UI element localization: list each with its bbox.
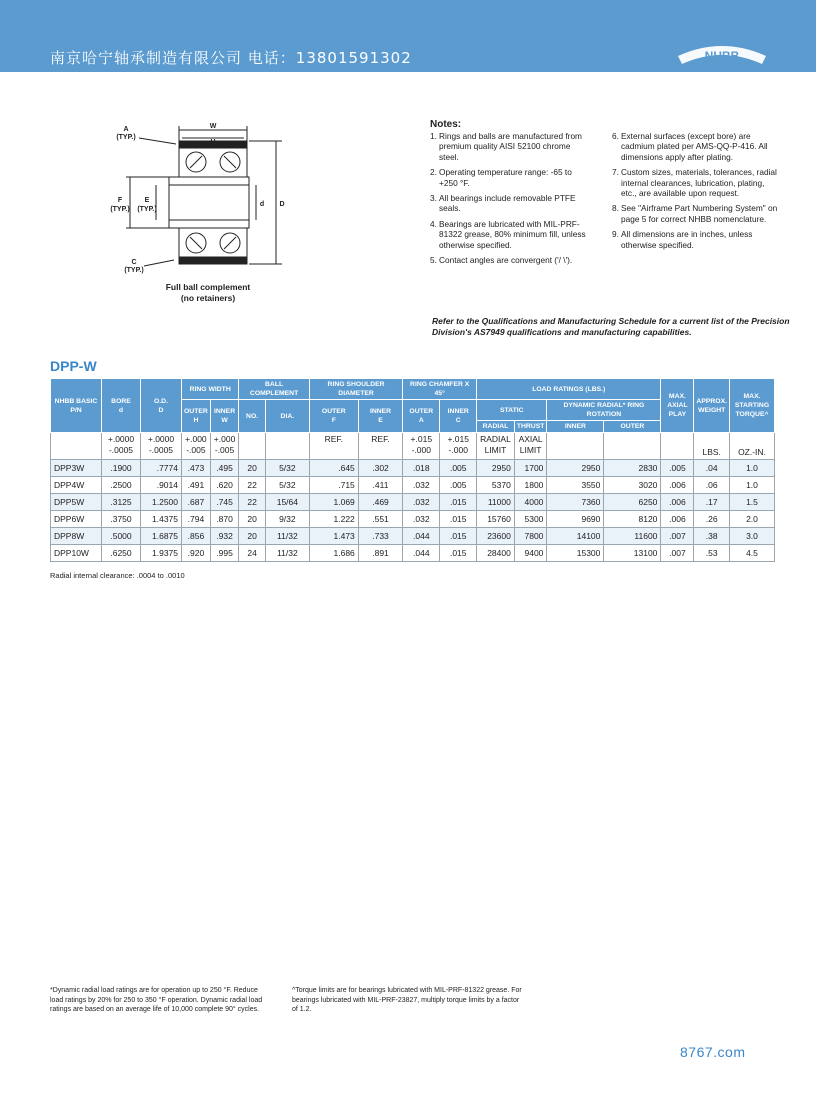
table-cell: .018: [403, 460, 440, 477]
table-cell: 1800: [514, 477, 547, 494]
table-cell: 1.9375: [141, 545, 182, 562]
qualifications-reference: Refer to the Qualifications and Manufacturing Schedule for a current list of the Precision Division's AS7949 qualifications and manufacturing capabilities.: [432, 316, 790, 337]
table-cell: .870: [210, 511, 239, 528]
note-item: 3. All bearings include removable PTFE seals.: [430, 193, 576, 214]
section-title: DPP-W: [50, 358, 97, 374]
table-cell: .645: [309, 460, 358, 477]
table-cell: .715: [309, 477, 358, 494]
tol-weight: LBS.: [694, 433, 730, 460]
table-cell: 22: [239, 494, 266, 511]
table-cell: .26: [694, 511, 730, 528]
note-item: 6. External surfaces (except bore) are cadmium plated per AMS-QQ-P-416. All dimensions apply after plating.: [612, 131, 768, 162]
table-cell: .302: [358, 460, 402, 477]
table-cell: .411: [358, 477, 402, 494]
table-cell: .2500: [102, 477, 141, 494]
tol-e: REF.: [358, 433, 402, 460]
table-cell: 4.5: [730, 545, 775, 562]
table-cell: .856: [182, 528, 211, 545]
table-cell: 1.5: [730, 494, 775, 511]
table-cell: .9014: [141, 477, 182, 494]
th-radial: RADIAL: [477, 421, 515, 433]
table-cell: .5000: [102, 528, 141, 545]
table-cell: .687: [182, 494, 211, 511]
table-cell: .007: [661, 545, 694, 562]
th-shoulder: RING SHOULDER DIAMETER: [309, 379, 402, 400]
table-cell: .7774: [141, 460, 182, 477]
th-dyn-outer: OUTER: [604, 421, 661, 433]
label-c: C: [131, 259, 137, 266]
logo-text: NHBB: [704, 49, 740, 63]
note-item: 8. See "Airframe Part Numbering System" on page 5 for correct NHBB nomenclature.: [612, 203, 778, 224]
table-cell: 20: [239, 460, 266, 477]
tol-h: +.000 -.005: [182, 433, 211, 460]
note-item: 2. Operating temperature range: -65 to +250 °F.: [430, 167, 572, 188]
table-cell: .015: [440, 545, 477, 562]
table-cell: 3020: [604, 477, 661, 494]
diagram-caption: [148, 282, 268, 304]
table-cell: .015: [440, 494, 477, 511]
tol-bore: +.0000 -.0005: [102, 433, 141, 460]
table-cell: .04: [694, 460, 730, 477]
table-cell: 1.0: [730, 460, 775, 477]
table-cell: 6250: [604, 494, 661, 511]
table-cell: 5300: [514, 511, 547, 528]
table-cell: .473: [182, 460, 211, 477]
tol-w: +.000 -.005: [210, 433, 239, 460]
th-outer-h: OUTER H: [182, 400, 211, 433]
table-cell: 8120: [604, 511, 661, 528]
table-cell: .745: [210, 494, 239, 511]
table-row: [51, 511, 775, 528]
table-cell: .17: [694, 494, 730, 511]
table-cell: 5370: [477, 477, 515, 494]
table-cell: .3750: [102, 511, 141, 528]
th-od: O.D. D: [141, 379, 182, 433]
table-cell: 28400: [477, 545, 515, 562]
table-cell: 11/32: [265, 528, 309, 545]
footnote-dynamic-load: *Dynamic radial load ratings are for operation up to 250 °F. Reduce load ratings by 20% for 250 to 350 °F operation. Dynamic radial load ratings are based on an average life of 10,000 complete 90° cycles.: [50, 987, 263, 1014]
th-pn: NHBB BASIC P/N: [51, 379, 102, 433]
table-cell: .006: [661, 477, 694, 494]
th-weight: APPROX. WEIGHT: [694, 379, 730, 433]
bearing-cross-section-diagram: [104, 118, 304, 308]
label-e-typ: (TYP.): [137, 206, 157, 213]
th-outer-f: OUTER F: [309, 400, 358, 433]
label-a: A: [123, 126, 129, 133]
table-cell: 1.2500: [141, 494, 182, 511]
th-thrust: THRUST: [514, 421, 547, 433]
th-dia: DIA.: [265, 400, 309, 433]
table-cell: .005: [661, 460, 694, 477]
table-cell: 24: [239, 545, 266, 562]
table-cell: .53: [694, 545, 730, 562]
table-cell: 2.0: [730, 511, 775, 528]
th-chamfer: RING CHAMFER X 45°: [403, 379, 477, 400]
note-item: 5. Contact angles are convergent ('/ \').: [430, 255, 573, 266]
table-cell: 1.069: [309, 494, 358, 511]
table-cell: .3125: [102, 494, 141, 511]
table-cell: .932: [210, 528, 239, 545]
table-cell: 9690: [547, 511, 604, 528]
tol-radial: RADIAL LIMIT: [477, 433, 515, 460]
table-cell: .007: [661, 528, 694, 545]
label-w: W: [209, 123, 217, 130]
table-cell: 20: [239, 528, 266, 545]
table-row: [51, 460, 775, 477]
th-load-ratings: LOAD RATINGS (LBS.): [477, 379, 661, 400]
table-cell: .38: [694, 528, 730, 545]
table-cell: 15/64: [265, 494, 309, 511]
table-cell: 15300: [547, 545, 604, 562]
table-cell: 5/32: [265, 460, 309, 477]
th-no: NO.: [239, 400, 266, 433]
part-number-cell: DPP3W: [51, 460, 102, 477]
tol-c: +.015 -.000: [440, 433, 477, 460]
th-inner-e: INNER E: [358, 400, 402, 433]
tol-a: +.015 -.000: [403, 433, 440, 460]
table-row: [51, 477, 775, 494]
diagram-caption-line2: (no retainers): [180, 293, 236, 303]
table-cell: .1900: [102, 460, 141, 477]
label-d-big: D: [279, 201, 285, 208]
table-cell: .006: [661, 494, 694, 511]
tol-thrust: AXIAL LIMIT: [514, 433, 547, 460]
table-cell: 9400: [514, 545, 547, 562]
table-cell: .032: [403, 494, 440, 511]
table-cell: 11600: [604, 528, 661, 545]
table-cell: 3.0: [730, 528, 775, 545]
part-number-cell: DPP10W: [51, 545, 102, 562]
table-cell: 23600: [477, 528, 515, 545]
table-cell: 1.473: [309, 528, 358, 545]
nhbb-logo: [674, 40, 770, 66]
table-cell: 4000: [514, 494, 547, 511]
table-cell: .032: [403, 477, 440, 494]
table-cell: .06: [694, 477, 730, 494]
label-d-small: d: [259, 201, 265, 208]
th-bore: BORE d: [102, 379, 141, 433]
table-cell: .006: [661, 511, 694, 528]
site-watermark: 8767.com: [680, 1044, 746, 1060]
part-number-cell: DPP4W: [51, 477, 102, 494]
table-cell: 14100: [547, 528, 604, 545]
note-item: 4. Bearings are lubricated with MIL-PRF-81322 grease, 80% minimum fill, unless otherwise specified.: [430, 218, 586, 250]
footnote-torque: ^Torque limits are for bearings lubricated with MIL-PRF-81322 grease. For bearings lubricated with MIL-PRF-23827, multiply torque limits by a factor of 1.2.: [292, 987, 522, 1014]
label-c-typ: (TYP.): [124, 267, 144, 274]
notes-column-2: [612, 131, 778, 255]
table-cell: .495: [210, 460, 239, 477]
part-number-cell: DPP5W: [51, 494, 102, 511]
notes-title: Notes:: [430, 119, 462, 130]
note-item: 9. All dimensions are in inches, unless otherwise specified.: [612, 229, 753, 250]
table-cell: 2830: [604, 460, 661, 477]
tol-torque: OZ.-IN.: [730, 433, 775, 460]
table-cell: 1.4375: [141, 511, 182, 528]
table-cell: 1.6875: [141, 528, 182, 545]
th-inner-w: INNER W: [210, 400, 239, 433]
table-cell: .005: [440, 477, 477, 494]
table-cell: .995: [210, 545, 239, 562]
table-cell: 1.0: [730, 477, 775, 494]
tolerance-row: [51, 433, 775, 460]
radial-clearance-note: Radial internal clearance: .0004 to .0010: [50, 571, 185, 580]
table-cell: .469: [358, 494, 402, 511]
note-item: 1. Rings and balls are manufactured from premium quality AISI 52100 chrome steel.: [430, 131, 582, 162]
table-cell: .891: [358, 545, 402, 562]
header-bar: [0, 0, 816, 72]
table-row: [51, 545, 775, 562]
table-cell: 3550: [547, 477, 604, 494]
label-a-typ: (TYP.): [116, 134, 136, 141]
tol-f: REF.: [309, 433, 358, 460]
th-torque: MAX. STARTING TORQUE^: [730, 379, 775, 433]
table-row: [51, 494, 775, 511]
table-cell: .032: [403, 511, 440, 528]
table-cell: 2950: [477, 460, 515, 477]
th-static: STATIC: [477, 400, 547, 421]
th-inner-c: INNER C: [440, 400, 477, 433]
table-cell: .044: [403, 528, 440, 545]
table-cell: 5/32: [265, 477, 309, 494]
table-cell: 1700: [514, 460, 547, 477]
table-cell: 7800: [514, 528, 547, 545]
diagram-caption-line1: Full ball complement: [165, 282, 251, 292]
table-cell: .491: [182, 477, 211, 494]
th-ball-complement: BALL COMPLEMENT: [239, 379, 310, 400]
th-outer-a: OUTER A: [403, 400, 440, 433]
tol-od: +.0000 -.0005: [141, 433, 182, 460]
table-cell: .015: [440, 528, 477, 545]
table-cell: 22: [239, 477, 266, 494]
table-cell: .551: [358, 511, 402, 528]
notes-column-1: [430, 131, 588, 270]
label-f: F: [117, 197, 123, 204]
table-cell: 11000: [477, 494, 515, 511]
th-axial-play: MAX. AXIAL PLAY: [661, 379, 694, 433]
table-row: [51, 528, 775, 545]
table-cell: .005: [440, 460, 477, 477]
table-cell: 2950: [547, 460, 604, 477]
table-cell: 11/32: [265, 545, 309, 562]
table-cell: .620: [210, 477, 239, 494]
header-company-phone: 南京哈宁轴承制造有限公司 电话：13801591302: [50, 49, 412, 67]
table-cell: 15760: [477, 511, 515, 528]
table-cell: .6250: [102, 545, 141, 562]
table-cell: 7360: [547, 494, 604, 511]
table-cell: .044: [403, 545, 440, 562]
table-cell: 1.222: [309, 511, 358, 528]
table-cell: .794: [182, 511, 211, 528]
label-f-typ: (TYP.): [110, 206, 130, 213]
note-item: 7. Custom sizes, materials, tolerances, radial internal clearances, lubrication, plating, etc., are available upon request.: [612, 167, 777, 199]
table-cell: .733: [358, 528, 402, 545]
label-e: E: [144, 197, 150, 204]
part-number-cell: DPP6W: [51, 511, 102, 528]
label-h: H: [210, 139, 216, 146]
part-number-cell: DPP8W: [51, 528, 102, 545]
table-cell: 1.686: [309, 545, 358, 562]
table-cell: 20: [239, 511, 266, 528]
th-ring-width: RING WIDTH: [182, 379, 239, 400]
table-cell: 13100: [604, 545, 661, 562]
spec-table: [50, 378, 775, 562]
table-cell: 9/32: [265, 511, 309, 528]
th-dynamic: DYNAMIC RADIAL* RING ROTATION: [547, 400, 661, 421]
table-cell: .015: [440, 511, 477, 528]
table-cell: .920: [182, 545, 211, 562]
th-dyn-inner: INNER: [547, 421, 604, 433]
